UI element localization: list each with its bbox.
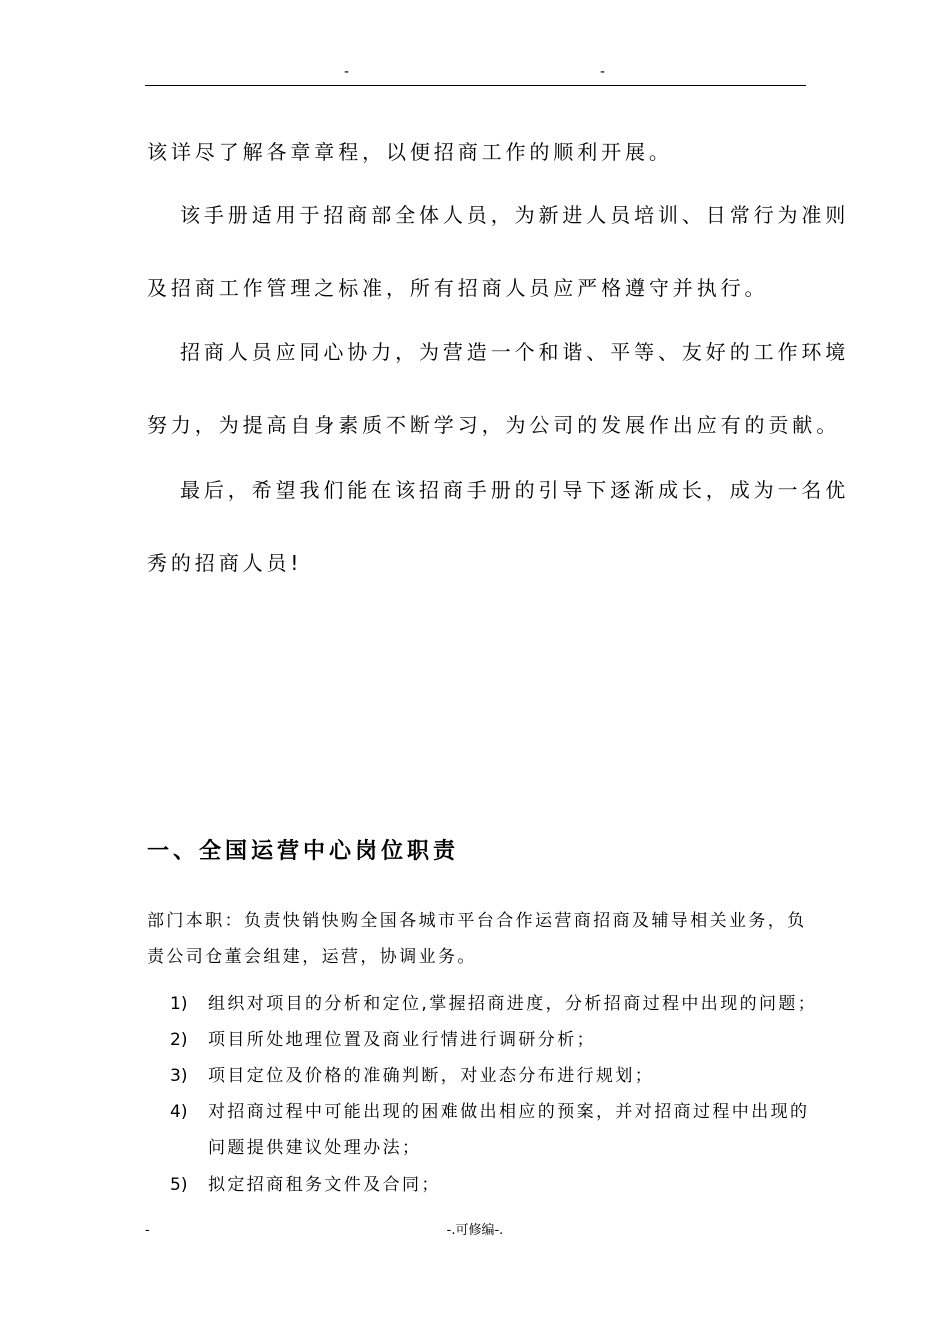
- list-item: [170, 1063, 810, 1089]
- list-item-continuation: 问题提供建议处理办法；: [208, 1138, 422, 1158]
- intro-paragraph-2-line-1: 该手册适用于招商部全体人员，为新进人员培训、日常行为准则: [180, 203, 850, 227]
- list-item: [170, 991, 818, 1017]
- header-mark-left: -: [344, 64, 350, 80]
- intro-paragraph-2-line-2: 及招商工作管理之标准，所有招商人员应严格遵守并执行。: [147, 276, 769, 300]
- list-item-number: 3): [170, 1066, 188, 1086]
- list-item-text: 项目定位及价格的准确判断，对业态分布进行规划；: [208, 1066, 655, 1086]
- list-item-text: 项目所处地理位置及商业行情进行调研分析；: [208, 1030, 596, 1050]
- dept-description-line-1: 部门本职：负责快销快购全国各城市平台合作运营商招商及辅导相关业务，负: [147, 911, 807, 931]
- list-item: [170, 1172, 810, 1198]
- list-item-text: 拟定招商租务文件及合同；: [208, 1175, 441, 1195]
- intro-paragraph-1: 该详尽了解各章章程，以便招商工作的顺利开展。: [147, 140, 673, 164]
- intro-paragraph-3-line-1: 招商人员应同心协力，为营造一个和谐、平等、友好的工作环境: [180, 340, 850, 364]
- list-item-text: 组织对项目的分析和定位,掌握招商进度，分析招商过程中出现的问题；: [208, 994, 818, 1014]
- header-rule: [145, 85, 806, 86]
- footer-text: -.可修编-.: [446, 1223, 504, 1238]
- list-item-number: 4): [170, 1102, 188, 1122]
- section-heading: 一、全国运营中心岗位职责: [147, 839, 460, 864]
- list-item-number: 2): [170, 1030, 188, 1050]
- list-item-number: 1): [170, 994, 188, 1014]
- intro-paragraph-4-line-2: 秀的招商人员!: [147, 551, 303, 575]
- intro-paragraph-3-line-2: 努力，为提高自身素质不断学习，为公司的发展作出应有的贡献。: [147, 413, 841, 437]
- footer-mark: -: [145, 1223, 150, 1238]
- list-item: [170, 1099, 810, 1125]
- intro-paragraph-4-line-1: 最后，希望我们能在该招商手册的引导下逐渐成长，成为一名优: [180, 478, 850, 502]
- header-mark-right: -: [600, 64, 606, 80]
- list-item: [170, 1027, 810, 1053]
- dept-description-line-2: 责公司仓董会组建，运营，协调业务。: [147, 947, 477, 967]
- list-item-number: 5): [170, 1175, 188, 1195]
- list-item-text: 对招商过程中可能出现的困难做出相应的预案，并对招商过程中出现的: [208, 1102, 810, 1122]
